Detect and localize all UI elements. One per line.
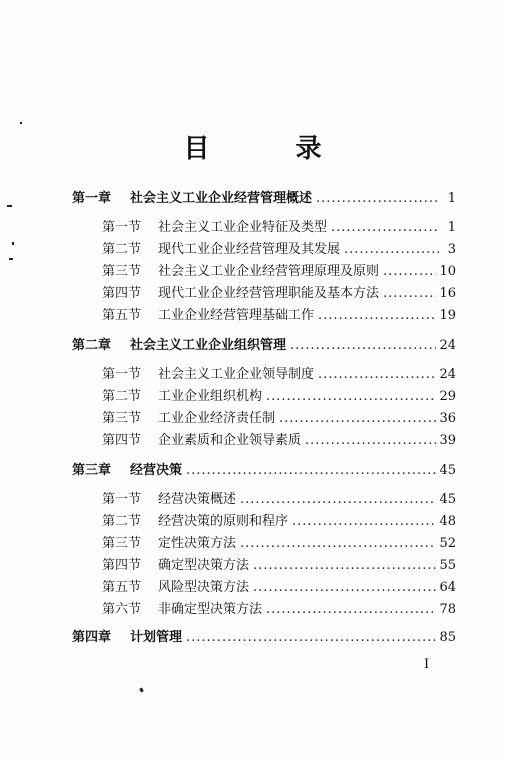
toc-section [102,285,456,303]
leader-dots [316,190,439,208]
page-folio: I [424,657,430,672]
toc-title: 工业企业经济责任制 [158,411,276,426]
leader-dots [279,410,436,428]
toc-number: 第二章 [72,338,112,353]
toc-title: 现代工业企业经营管理职能及基本方法 [158,286,380,301]
toc-section [102,366,456,384]
toc-title: 社会主义工业企业组织管理 [130,338,287,353]
toc-number: 第一章 [72,191,112,206]
toc-page-number: 55 [439,558,456,573]
toc-number: 第六节 [102,602,142,617]
toc-number: 第二节 [102,514,142,529]
toc-page-number: 52 [439,536,456,551]
toc-title: 经营决策的原则和程序 [158,514,289,529]
toc-page-number: 48 [439,514,456,529]
page-title: 目 录 [183,134,352,164]
toc-page-number: 16 [439,286,456,301]
toc-section [102,432,456,450]
toc-section [102,307,456,325]
toc-number: 第五节 [102,308,142,323]
toc-page-number: 3 [447,242,456,257]
leader-dots [318,307,436,325]
leader-dots [186,462,436,480]
toc-number: 第一节 [102,367,142,382]
toc-page-number: 39 [439,433,456,448]
toc-page-number: 29 [439,389,456,404]
leader-dots [344,241,439,259]
toc-title: 现代工业企业经营管理及其发展 [158,242,341,257]
toc-title: 社会主义工业企业特征及类型 [158,220,328,235]
toc-title: 确定型决策方法 [158,558,250,573]
toc-title: 风险型决策方法 [158,580,250,595]
toc-page-number: 24 [439,367,456,382]
leader-dots [186,629,436,647]
toc-title: 工业企业组织机构 [158,389,263,404]
leader-dots [240,491,436,509]
toc-page-number: 10 [439,264,456,279]
toc-number: 第四节 [102,433,142,448]
toc-section [102,388,456,406]
toc-page-number: 78 [439,602,456,617]
leader-dots [253,557,436,575]
scan-speck [7,205,12,207]
toc-number: 第四节 [102,558,142,573]
toc-number: 第一节 [102,220,142,235]
leader-dots [383,263,436,281]
toc-page-number: 85 [439,630,456,645]
toc-section [102,410,456,428]
toc-number: 第一节 [102,492,142,507]
toc-section [102,579,456,597]
toc-page-number: 36 [439,411,456,426]
toc-title: 社会主义工业企业经营管理原理及原则 [158,264,380,279]
scan-speck [9,258,13,260]
toc-section [102,513,456,531]
toc-chapter-3 [72,462,456,480]
toc-number: 第二节 [102,242,142,257]
toc-section [102,219,456,237]
leader-dots [253,579,436,597]
toc-title: 工业企业经营管理基础工作 [158,308,315,323]
toc-page-number: 64 [439,580,456,595]
leader-dots [266,388,436,406]
toc-number: 第四章 [72,630,112,645]
toc-title: 经营决策概述 [158,492,237,507]
toc-page-number: 19 [439,308,456,323]
toc-section [102,241,456,259]
toc-section [102,491,456,509]
toc-number: 第三节 [102,411,142,426]
toc-title: 定性决策方法 [158,536,237,551]
toc-section [102,557,456,575]
leader-dots [290,337,436,355]
toc-page-number: 45 [439,492,456,507]
leader-dots [318,366,436,384]
scan-speck [20,122,22,124]
toc-title: 社会主义工业企业领导制度 [158,367,315,382]
toc-page-number: 45 [439,463,456,478]
toc-title: 经营决策 [130,463,183,478]
leader-dots [292,513,436,531]
leader-dots [240,535,436,553]
toc-chapter-4 [72,629,456,647]
toc-section [102,601,456,619]
scan-speck [12,242,14,245]
toc-title: 非确定型决策方法 [158,602,263,617]
toc-page-number: 24 [439,338,456,353]
toc-page-number: 1 [447,220,456,235]
leader-dots [331,219,439,237]
toc-number: 第五节 [102,580,142,595]
toc-chapter-1 [72,190,456,208]
toc-number: 第三节 [102,536,142,551]
toc-page-number: 1 [447,191,456,206]
toc-title: 社会主义工业企业经营管理概述 [130,191,313,206]
leader-dots [305,432,436,450]
toc-number: 第三章 [72,463,112,478]
toc-number: 第二节 [102,389,142,404]
leader-dots [266,601,436,619]
toc-number: 第三节 [102,264,142,279]
scan-speck [139,688,144,693]
toc-chapter-2 [72,337,456,355]
toc-title: 企业素质和企业领导素质 [158,433,302,448]
leader-dots [383,285,436,303]
toc-number: 第四节 [102,286,142,301]
toc-title: 计划管理 [130,630,183,645]
toc-section [102,535,456,553]
toc-section [102,263,456,281]
